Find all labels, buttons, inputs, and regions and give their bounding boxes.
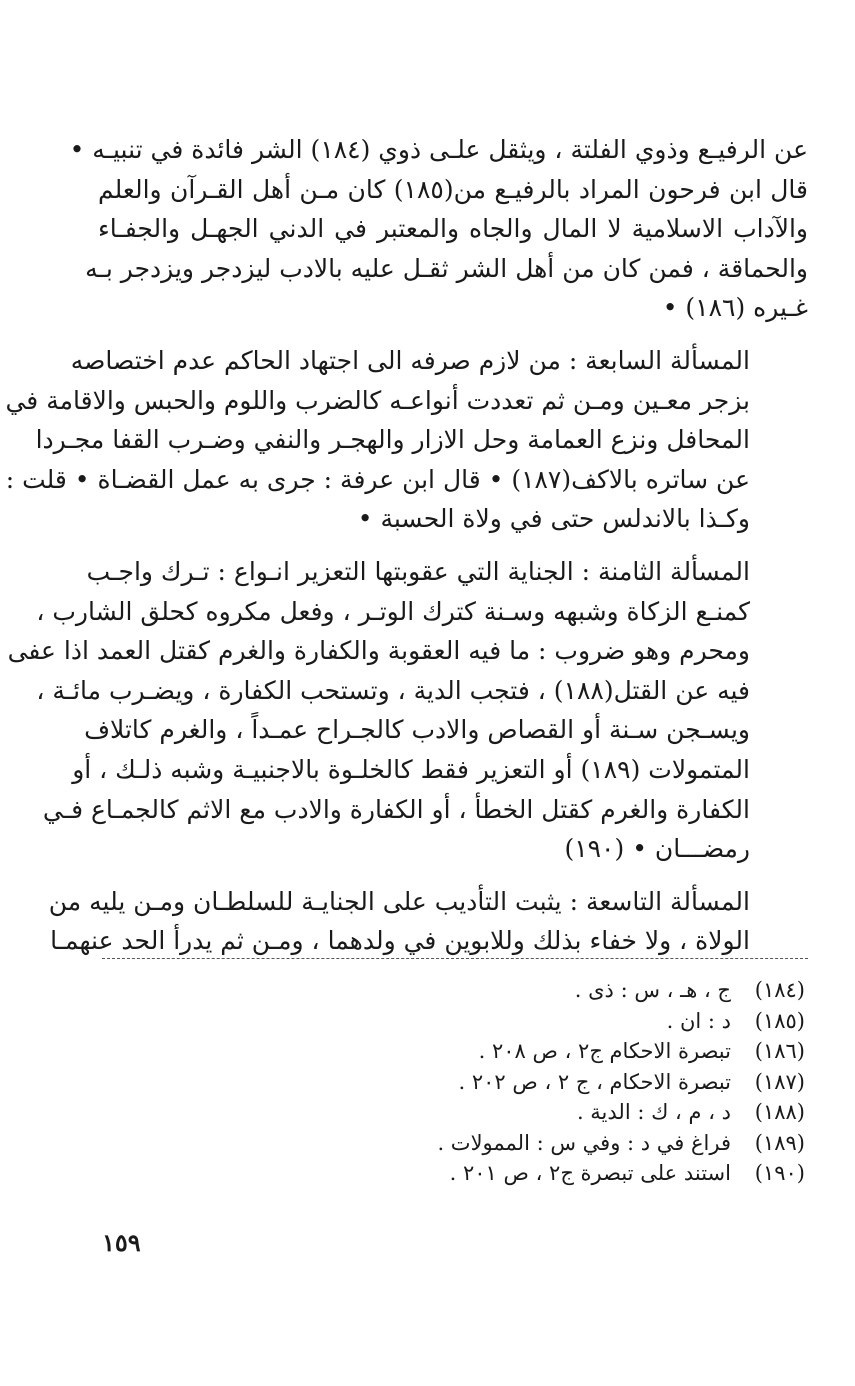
footnote-text: فراغ في د : وفي س : الممولات . [437, 1130, 731, 1155]
footnote-text: د : ان . [666, 1008, 731, 1033]
footnote-item [285, 1097, 805, 1128]
footnote-item [285, 1067, 805, 1098]
footnote-text: تبصرة الاحكام ، ج ٢ ، ص ٢٠٢ . [458, 1069, 731, 1094]
footnote-text: د ، م ، ك : الدية . [576, 1100, 731, 1124]
footnote-text: تبصرة الاحكام ج٢ ، ص ٢٠٨ . [478, 1039, 731, 1063]
main-text [5, 130, 808, 961]
text-line: المسألة التاسعة : يثبت التأديب على الجنايـة للسلطـان ومـن يليه من [48, 886, 750, 916]
footnote-number: (١٨٩) [754, 1130, 805, 1155]
text-line: غـيره (١٨٦) • [662, 293, 808, 323]
text-line: المسألة الثامنة : الجناية التي عقوبتها التعزير انـواع : تـرك واجـب [86, 556, 750, 586]
footnote-number: (١٨٧) [754, 1069, 805, 1094]
text-line: وكـذا بالاندلس حتى في ولاة الحسبة • [357, 504, 750, 534]
footnote-number: (١٨٥) [754, 1008, 805, 1033]
footnote-item [285, 975, 805, 1006]
footnote-text: استند على تبصرة ج٢ ، ص ٢٠١ . [449, 1161, 731, 1185]
footnote-number: (١٨٨) [754, 1100, 805, 1124]
footnote-divider [102, 958, 808, 959]
text-line: فيه عن القتل(١٨٨) ، فتجب الدية ، وتستحب الكفارة ، ويضـرب مائـة ، [36, 675, 750, 705]
text-line: رمضـــان • (١٩٠) [564, 834, 750, 864]
footnote-text: ج ، هـ ، س : ذى . [574, 978, 731, 1002]
footnote-number: (١٩٠) [754, 1161, 805, 1185]
paragraph-3 [7, 552, 808, 869]
text-line: ومحرم وهو ضروب : ما فيه العقوبة والكفارة والغرم كقتل العمد اذا عفى [7, 636, 750, 666]
text-line: عن الرفيـع وذوي الفلتة ، ويثقل علـى ذوي (١٨٤) الشر فائدة في تنبيـه • [69, 135, 808, 164]
text-line: قال ابن فرحون المراد بالرفيـع من(١٨٥) كان مـن أهل القـرآن والعلم [98, 174, 808, 204]
paragraph-2 [5, 341, 808, 539]
paragraph-4 [48, 882, 808, 961]
text-line: والحماقة ، فمن كان من أهل الشر ثقـل عليه بالادب ليزدجر ويزدجر بـه [85, 253, 808, 283]
text-line: بزجر معـين ومـن ثم تعددت أنواعـه كالضرب واللوم والحبس والاقامة في [5, 385, 750, 415]
text-line: الولاة ، ولا خفاء بذلك وللابوين في ولدهما ، ومـن ثم يدرأ الحد عنهمـا [50, 926, 750, 956]
footnote-number: (١٨٤) [754, 978, 805, 1002]
text-line: عن ساتره بالاكف(١٨٧) • قال ابن عرفة : جرى به عمل القضـاة • قلت : [5, 464, 750, 494]
footnotes [285, 975, 805, 1189]
text-line: كمنـع الزكاة وشبهه وسـنة كترك الوتـر ، وفعل مكروه كحلق الشارب ، [36, 596, 750, 626]
paragraph-1 [69, 130, 808, 328]
text-line: ويسـجن سـنة أو القصاص والادب كالجـراح عمـداً ، والغرم كاتلاف [84, 715, 750, 745]
text-line: المحافل ونزع العمامة وحل الازار والهجـر والنفي وضـرب القفا مجـردا [35, 425, 750, 455]
footnote-item [285, 1036, 805, 1067]
text-line: الكفارة والغرم كقتل الخطأ ، أو الكفارة والادب مع الاثم كالجمـاع فـي [42, 794, 750, 824]
footnote-item [285, 1006, 805, 1037]
page-number: ١٥٩ [102, 1228, 141, 1257]
footnote-number: (١٨٦) [754, 1039, 805, 1063]
footnote-item [285, 1128, 805, 1159]
text-line: المسألة السابعة : من لازم صرفه الى اجتهاد الحاكم عدم اختصاصه [70, 345, 750, 375]
text-line: المتمولات (١٨٩) أو التعزير فقط كالخلـوة بالاجنبيـة وشبه ذلـك ، أو [72, 754, 750, 784]
footnote-item [285, 1158, 805, 1189]
text-line: والآداب الاسلامية لا المال والجاه والمعتبر في الدني الجهـل والجفـاء [98, 214, 808, 244]
